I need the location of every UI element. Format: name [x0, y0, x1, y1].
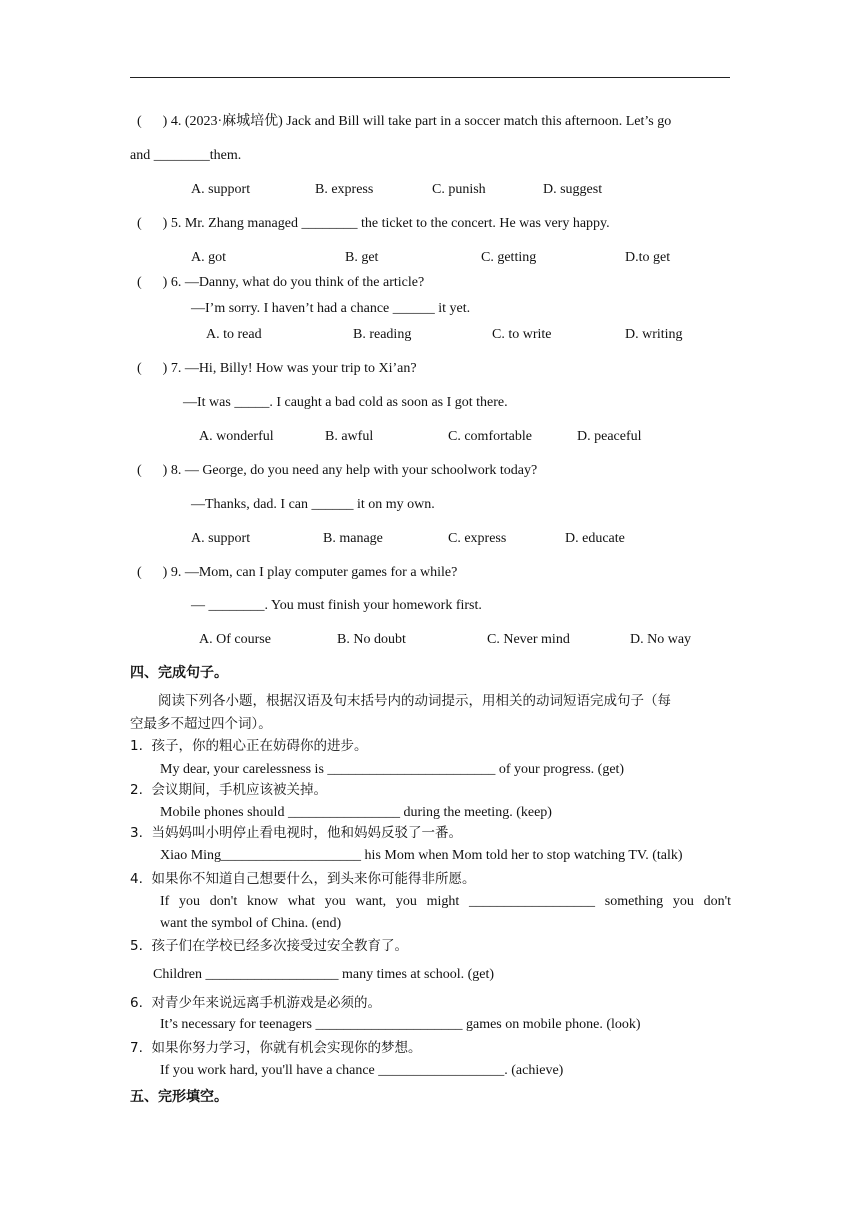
sentence-1-english: My dear, your carelessness is ________________________ of your progress. (get) [160, 762, 625, 777]
question-6-option-a: A. to read [206, 327, 262, 342]
question-7-option-d: D. peaceful [577, 429, 642, 444]
sentence-5-english: Children ___________________ many times at school. (get) [153, 967, 495, 982]
question-8-option-c: C. express [448, 531, 507, 546]
question-5-option-d: D.to get [625, 250, 671, 265]
section-4-heading: 四、完成句子。 [130, 665, 228, 681]
question-4-stem-cont: and ________them. [130, 148, 242, 163]
sentence-4-english-cont: want the symbol of China. (end) [160, 916, 342, 931]
sentence-1-chinese: 1. 孩子，你的粗心正在妨碍你的进步。 [130, 738, 368, 754]
sentence-2-chinese: 2. 会议期间，手机应该被关掉。 [130, 782, 327, 798]
question-9-stem-cont: — ________. You must finish your homework first. [191, 598, 482, 613]
question-6-option-b: B. reading [353, 327, 412, 342]
question-5-option-a: A. got [191, 250, 226, 265]
question-4-option-c: C. punish [432, 182, 486, 197]
question-4-option-b: B. express [315, 182, 374, 197]
question-5-option-b: B. get [345, 250, 379, 265]
question-9-option-d: D. No way [630, 632, 692, 647]
question-4-option-a: A. support [191, 182, 251, 197]
question-9-option-a: A. Of course [199, 632, 271, 647]
question-9-option-b: B. No doubt [337, 632, 406, 647]
question-8-option-a: A. support [191, 531, 251, 546]
question-8-option-b: B. manage [323, 531, 383, 546]
question-6-stem-cont: —I’m sorry. I haven’t had a chance ______ it yet. [191, 301, 471, 316]
question-7-option-b: B. awful [325, 429, 374, 444]
question-8-stem-cont: —Thanks, dad. I can ______ it on my own. [191, 497, 435, 512]
sentence-6-chinese: 6. 对青少年来说远离手机游戏是必须的。 [130, 995, 381, 1011]
question-8-stem: ( ) 8. — George, do you need any help with your schoolwork today? [137, 463, 538, 478]
question-6-option-d: D. writing [625, 327, 683, 342]
question-7-stem: ( ) 7. —Hi, Billy! How was your trip to Xi’an? [137, 361, 417, 376]
question-9-option-c: C. Never mind [487, 632, 570, 647]
sentence-4-chinese: 4. 如果你不知道自己想要什么，到头来你可能得非所愿。 [130, 871, 476, 887]
sentence-7-english: If you work hard, you'll have a chance __________________. (achieve) [160, 1063, 564, 1078]
question-7-stem-cont: —It was _____. I caught a bad cold as soon as I got there. [183, 395, 508, 410]
sentence-3-chinese: 3. 当妈妈叫小明停止看电视时，他和妈妈反驳了一番。 [130, 825, 462, 841]
section-4-intro-line1: 阅读下列各小题，根据汉语及句末括号内的动词提示，用相关的动词短语完成句子（每 [158, 693, 671, 709]
question-4-option-d: D. suggest [543, 182, 603, 197]
sentence-4-english: If you don't know what you want, you might __________________ something you don't [160, 894, 731, 909]
sentence-2-english: Mobile phones should ________________ during the meeting. (keep) [160, 805, 552, 820]
section-5-heading: 五、完形填空。 [130, 1089, 228, 1105]
question-7-option-c: C. comfortable [448, 429, 532, 444]
section-4-intro-line2: 空最多不超过四个词）。 [130, 716, 272, 732]
sentence-7-chinese: 7. 如果你努力学习，你就有机会实现你的梦想。 [130, 1040, 422, 1056]
question-7-option-a: A. wonderful [199, 429, 274, 444]
question-9-stem: ( ) 9. —Mom, can I play computer games for a while? [137, 565, 458, 580]
question-8-option-d: D. educate [565, 531, 625, 546]
sentence-3-english: Xiao Ming____________________ his Mom when Mom told her to stop watching TV. (talk) [160, 848, 683, 863]
sentence-6-english: It’s necessary for teenagers _____________________ games on mobile phone. (look) [160, 1017, 641, 1032]
question-5-stem: ( ) 5. Mr. Zhang managed ________ the ticket to the concert. He was very happy. [137, 216, 610, 231]
question-5-option-c: C. getting [481, 250, 537, 265]
question-6-stem: ( ) 6. —Danny, what do you think of the article? [137, 275, 425, 290]
question-6-option-c: C. to write [492, 327, 552, 342]
sentence-5-chinese: 5. 孩子们在学校已经多次接受过安全教育了。 [130, 938, 408, 954]
question-4-stem: ( ) 4. (2023·麻城培优) Jack and Bill will take part in a soccer match this afternoon. Let’s go [137, 114, 672, 129]
header-rule [130, 77, 730, 78]
